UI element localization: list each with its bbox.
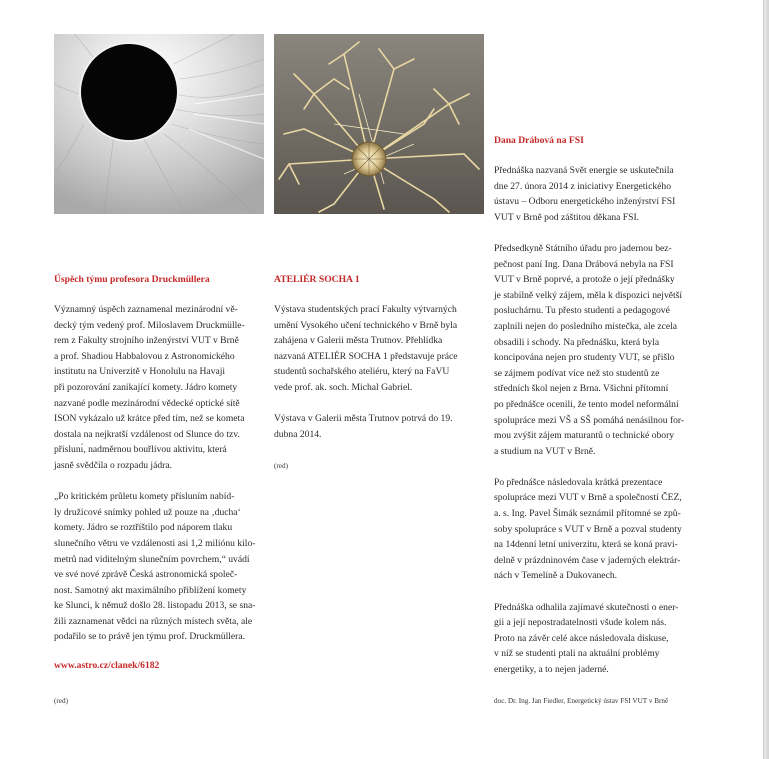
- author-sign: (red): [54, 697, 68, 705]
- paragraph: Přednáška odhalila zajímavé skutečnosti o ener- gii a její nepostradatelnosti všude kolem nás. Proto na závěr celé akce následovala diskuse, v níž se studenti ptali na aktuální problémy energetiky, a to nejen jaderné.: [494, 601, 679, 675]
- article-heading-druckmuller: Úspěch týmu profesora Druckmüllera: [54, 274, 210, 285]
- paragraph: Výstava v Galerii města Trutnov potrvá do 19. dubna 2014.: [274, 413, 453, 440]
- article-body-druckmuller: [54, 302, 274, 645]
- paragraph: Po přednášce následovala krátká prezentace spolupráce mezi VUT v Brně a společností ČEZ, a. s. Ing. Pavel Šimák seznámil přítomné se způ- soby spolupráce s VUT v Brně a pozval studenty na 14denní letní univerzitu, která se koná pravi- delně v prázdninovém čase v jaderných elektrár- nách v Temelíně a Dukovanech.: [494, 476, 682, 582]
- paragraph: Výstava studentských prací Fakulty výtvarných umění Vysokého učení technického v Brně byla zahájena v Galerii města Trutnov. Přehlídka nazvaná ATELIÉR SOCHA 1 představuje práce studentů sochařského ateliéru, který na FaVU vede prof. ak. soch. Michal Gabriel.: [274, 304, 458, 393]
- author-sign: (red): [274, 462, 288, 470]
- article-body-atelier: [274, 302, 489, 442]
- wire-sculpture-photo: [274, 34, 484, 214]
- article-body-drabova: [494, 163, 714, 678]
- article-heading-atelier: ATELIÉR SOCHA 1: [274, 274, 360, 285]
- article-heading-drabova: Dana Drábová na FSI: [494, 135, 584, 146]
- paragraph: Významný úspěch zaznamenal mezinárodní vě- decký tým vedený prof. Miloslavem Druckmülle- rem z Fakulty strojního inženýrství VUT v Brně a prof. Shadiou Habbalovou z Astronomického institutu na Univerzitě v Honolulu na Havaji při pozorování zanikající komety. Jádro komety nazvané podle mezinárodní vědecké optické sítě ISON vykázalo už krátce před tím, než se kometa dostala na nejkratší vzdálenost od Slunce do tzv. příslunı́, nadměrnou bouřlivou aktivitu, která jasně svědčila o rozpadu jádra.: [54, 304, 245, 471]
- author-sign: doc. Dr. Ing. Jan Fiedler, Energetický ústav FSI VUT v Brně: [494, 697, 669, 705]
- article-link[interactable]: www.astro.cz/clanek/6182: [54, 660, 160, 671]
- paragraph: „Po kritickém průletu komety přísluním nabíd- ly družicové snímky pohled už pouze na ‚ducha‘ komety. Jádro se roztříštilo pod náporem tlaku slunečního větru ve vzdálenosti asi 1,2 miliónu kilo- metrů nad viditelným slunečním povrchem,“ uvádí ve své nové zprávě Česká astronomická společ- nost. Samotný akt maximálního přiblížení komety ke Slunci, k němuž došlo 28. listopadu 2013, se sna- žili zaznamenat vědci na různých místech světa, ale podařilo se to právě jen týmu prof. Druckmüllera.: [54, 491, 256, 643]
- page-edge-shadow: [764, 0, 769, 759]
- paragraph: Přednáška nazvaná Svět energie se uskutečnila dne 27. února 2014 z iniciativy Energetického ústavu – Odboru energetického inženýrství FSI VUT v Brně pod záštitou děkana FSI.: [494, 165, 676, 223]
- paragraph: Předsedkyně Státního úřadu pro jadernou bez- pečnost paní Ing. Dana Drábová nebyla na FSI VUT v Brně poprvé, a protože o její přednášky je stabilně velký zájem, měla k dispozici největší posluchárnu. Tu přesto studenti a pedagogové zaplnili nejen do posledního místečka, ale zcela obsadili i schody. Na přednášku, která byla koncipována nejen pro studenty VUT, se přišlo se zájmem podívat více než sto studentů ze středních škol nejen z Brna. Všichni přítomní po přednášce ocenili, že tento model neformální spolupráce mezi VŠ a SŠ pomáhá nenásilnou for- mou zvýšit zájem maturantů o technické obory a studium na VUT v Brně.: [494, 242, 685, 457]
- solar-eclipse-photo: [54, 34, 264, 214]
